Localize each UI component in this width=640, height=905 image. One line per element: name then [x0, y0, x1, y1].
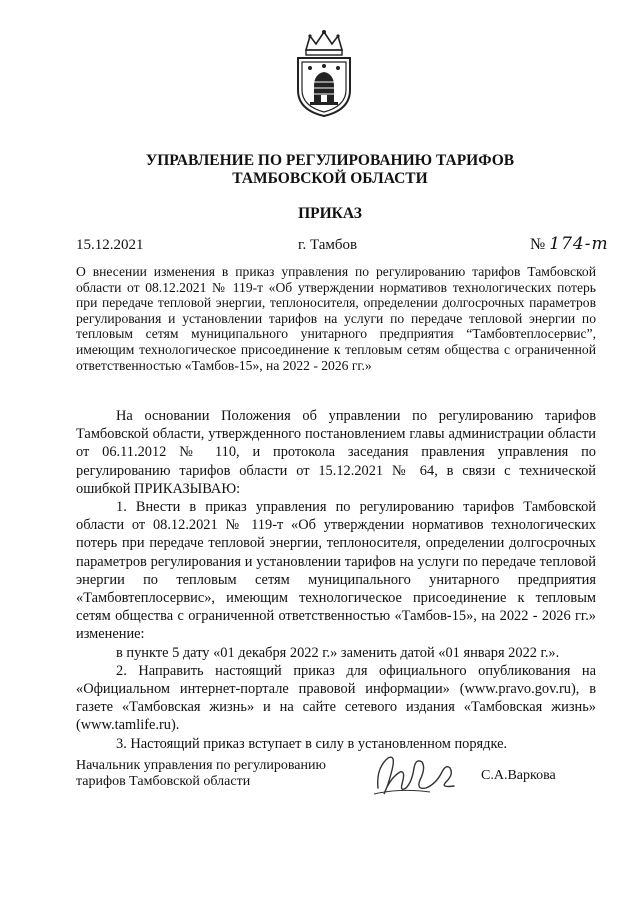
document-type: ПРИКАЗ	[298, 205, 362, 222]
organization-title-line-2: ТАМБОВСКОЙ ОБЛАСТИ	[232, 170, 428, 187]
handwritten-order-number: 174-т	[549, 234, 609, 254]
signer-position-line-1: Начальник управления по регулированию	[76, 758, 326, 773]
number-sign: №	[530, 236, 546, 253]
organization-title	[70, 152, 590, 188]
order-city: г. Тамбов	[298, 237, 358, 253]
order-number	[530, 234, 609, 254]
clause-1: 1. Внести в приказ управления по регулированию тарифов Тамбовской области от 08.12.2021 № 119-т «Об утверждении нормативов технологических потерь при передаче тепловой энергии, теплоносителя, определении долгосрочных параметров регулирования и установлении тарифов на услуги по передаче тепловой энергии по тепловым сетям муниципального унитарного предприятия «Тамбовтеплосервис», имеющим технологическое присоединение к тепловым сетям общества с ограниченной ответственностью «Тамбов-15», на 2022 - 2026 гг.» изменение:	[76, 499, 596, 643]
organization-title-line-1: УПРАВЛЕНИЕ ПО РЕГУЛИРОВАНИЮ ТАРИФОВ	[145, 152, 515, 169]
signer-position	[76, 758, 326, 790]
handwritten-signature	[370, 748, 460, 802]
order-body	[76, 407, 596, 753]
signer-name: С.А.Варкова	[481, 768, 556, 783]
order-subject: О внесении изменения в приказ управления по регулированию тарифов Тамбовской области от 08.12.2021 № 119-т «Об утверждении нормативов технологических потерь при передаче тепловой энергии, теплоносителя, определении долгосрочных параметров регулирования и установлении тарифов на услуги по передаче тепловой энергии по тепловым сетям муниципального унитарного предприятия “Тамбовтеплосервис”, имеющим технологическое присоединение к тепловым сетям общества с ограниченной ответственностью «Тамбов-15», на 2022 - 2026 гг.»	[76, 264, 596, 373]
clause-1-change: в пункте 5 дату «01 декабря 2022 г.» заменить датой «01 января 2022 г.».	[116, 644, 560, 661]
preamble-paragraph: На основании Положения об управлении по регулированию тарифов Тамбовской области, утвержденного постановлением главы администрации области от 06.11.2012 № 110, и протокола заседания правления управления по регулированию тарифов области от 15.12.2021 № 64, в связи с технической ошибкой ПРИКАЗЫВАЮ:	[76, 408, 596, 497]
order-date: 15.12.2021	[76, 237, 144, 253]
signer-position-line-2: тарифов Тамбовской области	[76, 774, 251, 789]
clause-2: 2. Направить настоящий приказ для официального опубликования на «Официальном интернет-портале правовой информации» (www.pravo.gov.ru), в газете «Тамбовская жизнь» и на сайте сетевого издания «Тамбовская жизнь» (www.tamlife.ru).	[76, 662, 596, 734]
clause-3: 3. Настоящий приказ вступает в силу в установленном порядке.	[116, 735, 508, 752]
coat-of-arms-icon	[292, 28, 356, 118]
